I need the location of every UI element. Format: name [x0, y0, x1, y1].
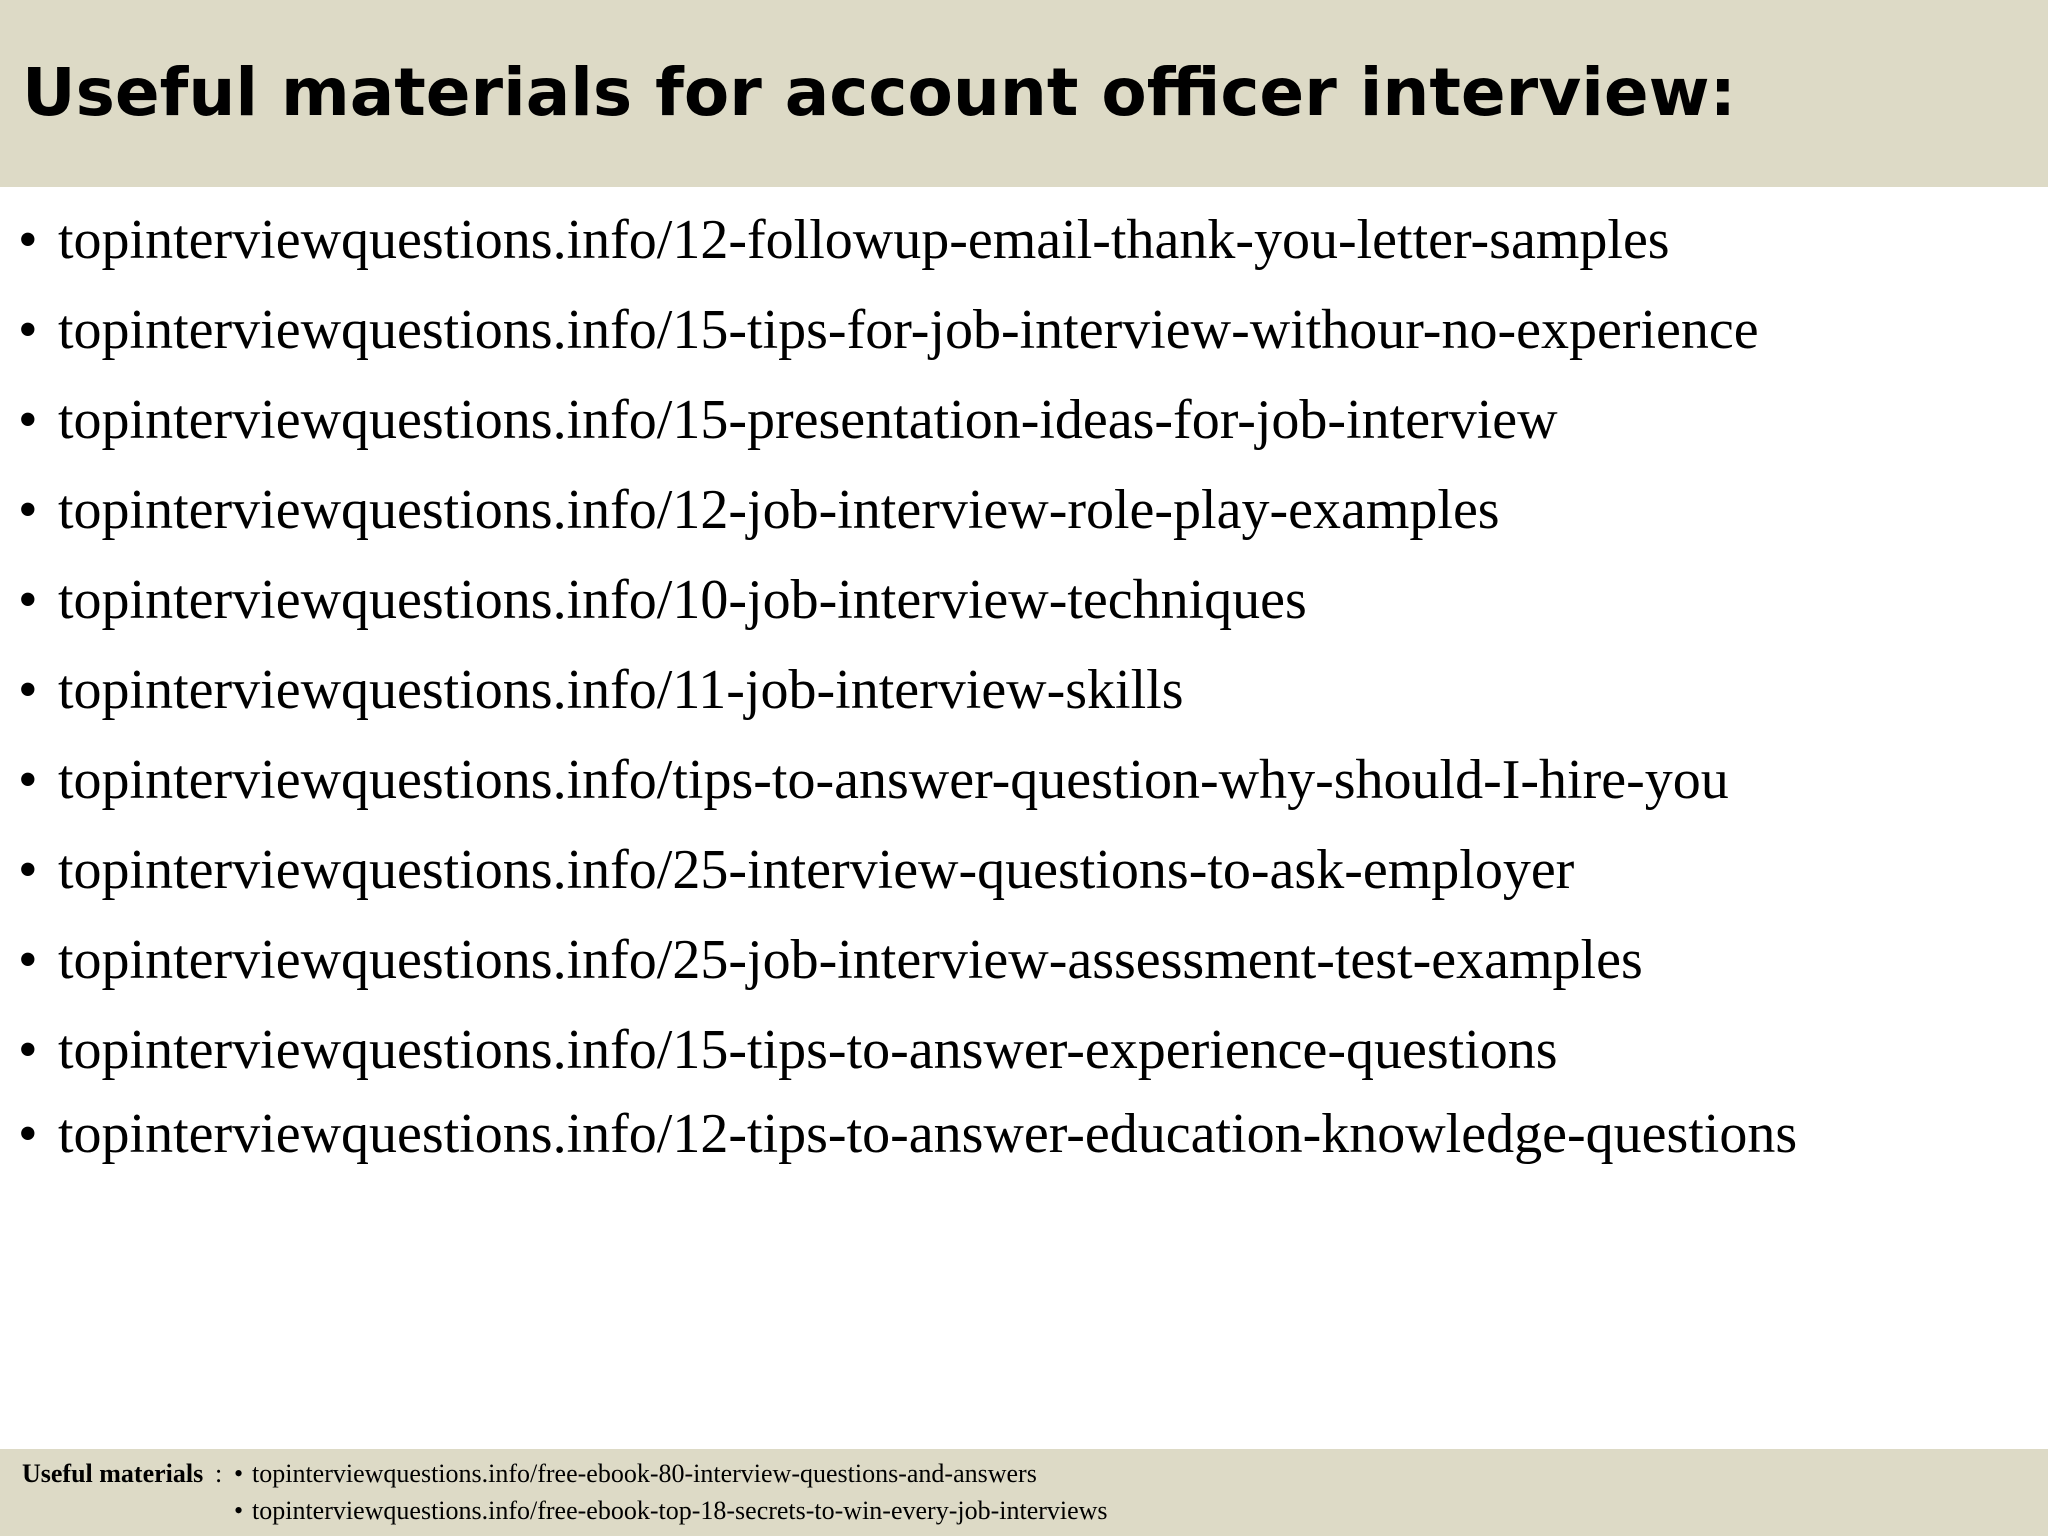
link[interactable]: topinterviewquestions.info/15-tips-to-answer-experience-questions — [58, 1019, 1558, 1081]
bullet-icon: • — [18, 749, 38, 811]
list-item — [18, 923, 1797, 1013]
bullet-icon: • — [18, 479, 38, 541]
bullet-icon: • — [18, 1103, 38, 1165]
list-item — [18, 473, 1797, 563]
link[interactable]: topinterviewquestions.info/15-tips-for-job-interview-withour-no-experience — [58, 299, 1759, 361]
bullet-icon: • — [18, 389, 38, 451]
bullet-icon: • — [18, 929, 38, 991]
footer-separator: : — [215, 1459, 223, 1488]
link[interactable]: topinterviewquestions.info/12-job-interview-role-play-examples — [58, 479, 1500, 541]
link[interactable]: topinterviewquestions.info/25-interview-questions-to-ask-employer — [58, 839, 1575, 901]
link[interactable]: topinterviewquestions.info/12-followup-email-thank-you-letter-samples — [58, 209, 1670, 271]
footer-list-item — [234, 1493, 1108, 1530]
footer-links — [234, 1456, 1108, 1530]
list-item — [18, 293, 1797, 383]
list-item — [18, 833, 1797, 923]
list-item — [18, 203, 1797, 293]
link[interactable]: topinterviewquestions.info/tips-to-answer-question-why-should-I-hire-you — [58, 749, 1729, 811]
link[interactable]: topinterviewquestions.info/11-job-interview-skills — [58, 659, 1184, 721]
list-item — [18, 653, 1797, 743]
bullet-icon: • — [234, 1459, 244, 1488]
list-item — [18, 743, 1797, 833]
page-title: Useful materials for account officer interview: — [22, 54, 1736, 131]
list-item — [18, 563, 1797, 653]
bullet-icon: • — [18, 659, 38, 721]
list-item — [18, 383, 1797, 473]
footer-list-item — [234, 1456, 1108, 1493]
link[interactable]: topinterviewquestions.info/25-job-interview-assessment-test-examples — [58, 929, 1643, 991]
list-item — [18, 1097, 1797, 1187]
bullet-icon: • — [18, 209, 38, 271]
list-item — [18, 1013, 1797, 1097]
footer-link[interactable]: topinterviewquestions.info/free-ebook-top-18-secrets-to-win-every-job-interviews — [252, 1496, 1108, 1525]
bullet-icon: • — [234, 1496, 244, 1525]
bullet-icon: • — [18, 299, 38, 361]
bullet-icon: • — [18, 839, 38, 901]
footer-link[interactable]: topinterviewquestions.info/free-ebook-80-interview-questions-and-answers — [252, 1459, 1037, 1488]
link[interactable]: topinterviewquestions.info/10-job-interview-techniques — [58, 569, 1307, 631]
bullet-icon: • — [18, 1019, 38, 1081]
link[interactable]: topinterviewquestions.info/12-tips-to-answer-education-knowledge-questions — [58, 1103, 1798, 1165]
footer-label: Useful materials — [22, 1459, 204, 1488]
link[interactable]: topinterviewquestions.info/15-presentation-ideas-for-job-interview — [58, 389, 1558, 451]
bullet-icon: • — [18, 569, 38, 631]
materials-list — [18, 203, 1797, 1187]
